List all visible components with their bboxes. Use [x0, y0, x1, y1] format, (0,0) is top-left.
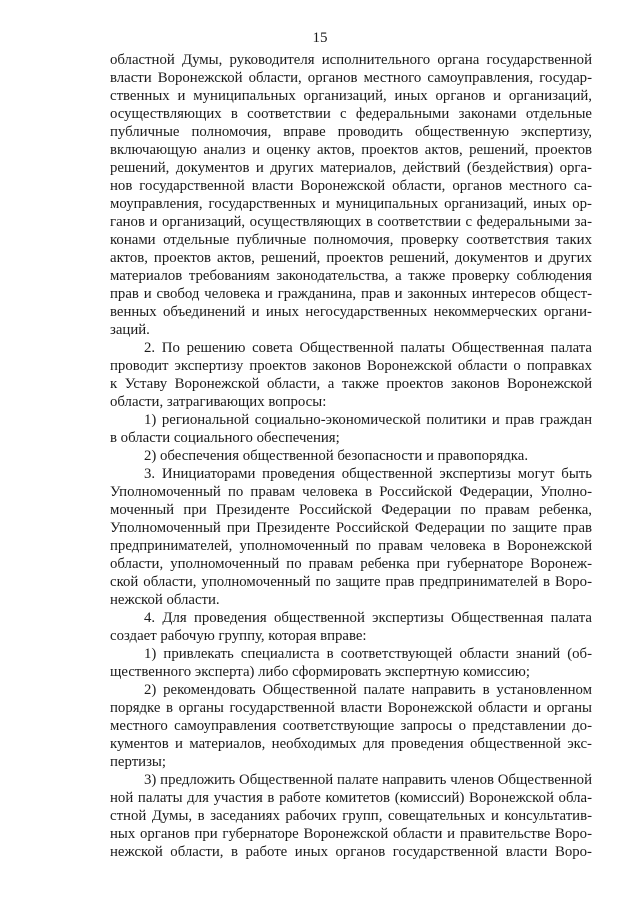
text-line: актов, проектов актов, решений, проектов решений, документов и других — [110, 250, 592, 266]
text-line: создает рабочую группу, которая вправе: — [110, 628, 367, 644]
document-text — [110, 51, 592, 861]
text-line: 4. Для проведения общественной экспертизы Общественная палата — [144, 610, 592, 626]
text-line: проводит экспертизу проектов законов Воронежской области о поправках — [110, 358, 592, 374]
text-line: 2) обеспечения общественной безопасности и правопорядка. — [144, 448, 529, 464]
text-line: конами отдельные публичные полномочия, проверку соответствия таких — [110, 232, 592, 248]
text-line: Уполномоченный по правам человека в Российской Федерации, Уполно- — [110, 484, 592, 500]
text-line: в области социального обеспечения; — [110, 430, 340, 446]
text-line: областной Думы, руководителя исполнительного органа государственной — [110, 52, 592, 68]
text-line: области, уполномоченный по правам ребенка при губернаторе Воронеж- — [110, 556, 592, 572]
text-line: нежской области, в работе иных органов государственной власти Воро- — [110, 844, 592, 860]
text-line: решений, документов и других материалов, действий (бездействия) орга- — [110, 160, 592, 176]
text-line: местного самоуправления соответствующие запросы о представлении до- — [110, 718, 592, 734]
text-line: Уполномоченный при Президенте Российской Федерации по защите прав — [110, 520, 592, 536]
text-line: материалов требованиям законодательства, а также проверку соблюдения — [110, 268, 592, 284]
text-line: нежской области. — [110, 592, 220, 608]
text-line: нов государственной власти Воронежской области, органов местного са- — [110, 178, 592, 194]
text-line: 3) предложить Общественной палате направить членов Общественной — [144, 772, 592, 788]
text-line: включающую анализ и оценку актов, проектов актов, решений, проектов — [110, 142, 592, 158]
text-line: пертизы; — [110, 754, 166, 770]
text-line: порядке в органы государственной власти Воронежской области и органы — [110, 700, 592, 716]
text-line: ской области, уполномоченный по защите прав предпринимателей в Воро- — [110, 574, 592, 590]
text-line: ганов и организаций, осуществляющих в соответствии с федеральными за- — [110, 214, 592, 230]
text-line: моуправления, государственных и муниципальных организаций, иных ор- — [110, 196, 592, 212]
text-line: осуществляющих в соответствии с федеральными законами отдельные — [110, 106, 592, 122]
text-line: власти Воронежской области, органов местного самоуправления, государ- — [110, 70, 592, 86]
text-line: щественного эксперта) либо сформировать экспертную комиссию; — [110, 664, 530, 680]
text-line: заций. — [110, 322, 150, 338]
text-line: 2. По решению совета Общественной палаты Общественная палата — [144, 340, 592, 356]
text-line: венных объединений и иных негосударственных некоммерческих органи- — [110, 304, 592, 320]
text-line: ных органов при губернаторе Воронежской области и правительстве Воро- — [110, 826, 592, 842]
text-line: 1) привлекать специалиста в соответствующей области знаний (об- — [144, 646, 592, 662]
text-line: к Уставу Воронежской области, а также проектов законов Воронежской — [110, 376, 592, 392]
text-line: моченный при Президенте Российской Федерации по правам ребенка, — [110, 502, 592, 518]
page-number: 15 — [312, 30, 328, 46]
text-line: публичные полномочия, вправе проводить общественную экспертизу, — [110, 124, 592, 140]
text-line: предпринимателей, уполномоченный по правам человека в Воронежской — [110, 538, 592, 554]
text-line: 1) региональной социально-экономической политики и прав граждан — [144, 412, 592, 428]
text-line: ственных и муниципальных организаций, иных органов и организаций, — [110, 88, 592, 104]
text-line: 2) рекомендовать Общественной палате направить в установленном — [144, 682, 592, 698]
text-line: кументов и материалов, необходимых для проведения общественной экс- — [110, 736, 592, 752]
text-line: области, затрагивающих вопросы: — [110, 394, 327, 410]
text-line: 3. Инициаторами проведения общественной экспертизы могут быть — [144, 466, 592, 482]
text-line: прав и свобод человека и гражданина, прав и законных интересов общест- — [110, 286, 592, 302]
text-line: ной палаты для участия в работе комитетов (комиссий) Воронежской обла- — [110, 790, 592, 806]
text-line: стной Думы, в заседаниях рабочих групп, совещательных и консультатив- — [110, 808, 592, 824]
